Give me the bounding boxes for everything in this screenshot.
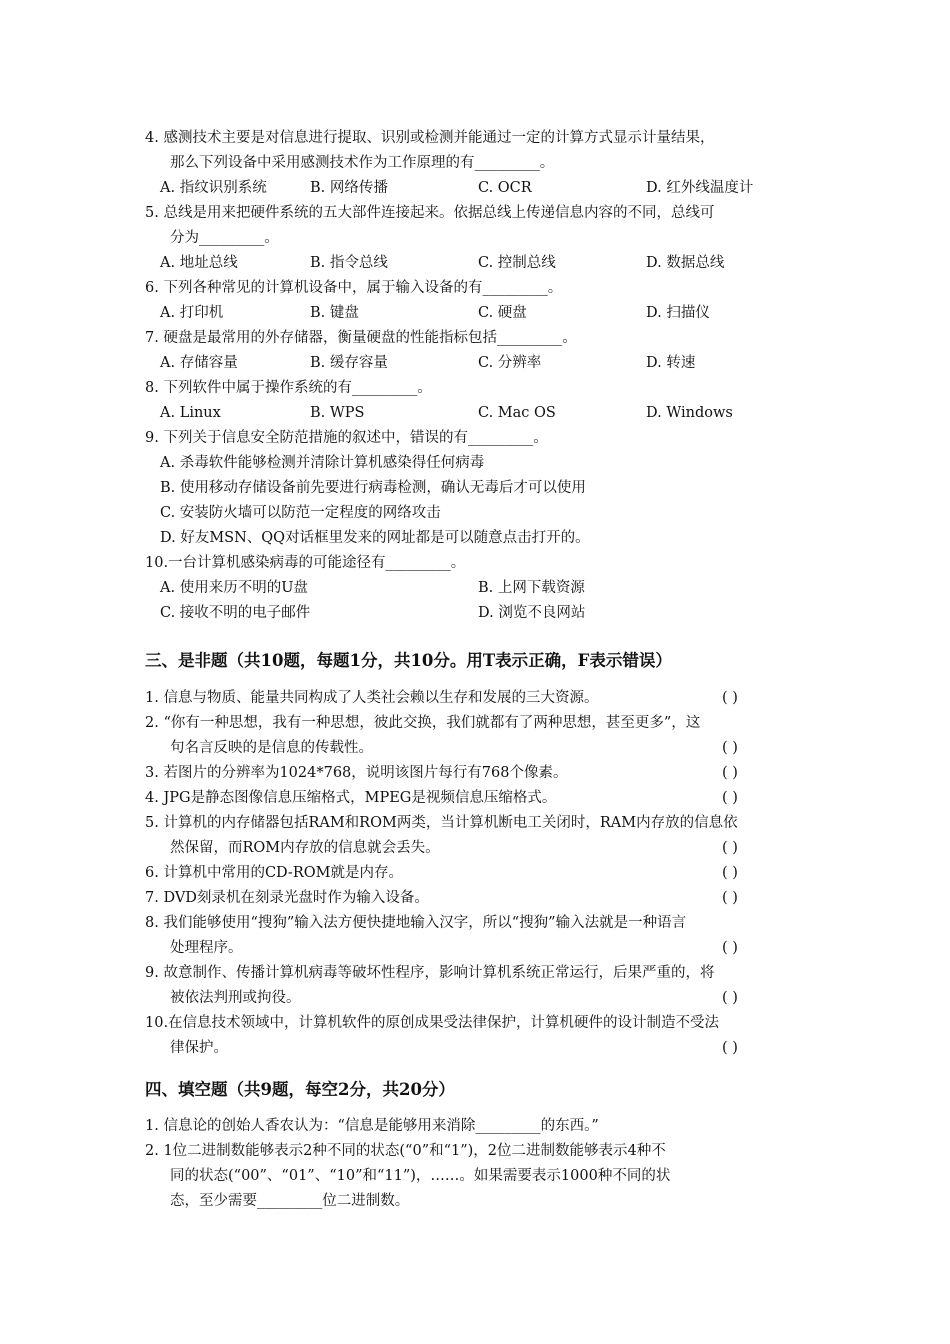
tf-question-9-line1: 9. 故意制作、传播计算机病毒等破坏性程序，影响计算机系统正常运行，后果严重的，将 [145,965,715,981]
question-4-option-b: B. 网络传播 [310,180,388,196]
question-9-line1: 9. 下列关于信息安全防范措施的叙述中，错误的有_________。 [145,430,548,446]
question-10-option-c: C. 接收不明的电子邮件 [160,605,311,621]
answer-blank[interactable]: ( ) [722,840,738,856]
question-4-option-d: D. 红外线温度计 [646,180,754,196]
question-6-option-b: B. 键盘 [310,305,359,321]
answer-blank[interactable]: ( ) [722,740,738,756]
fill-question-2-line2: 同的状态(“00”、“01”、“10”和“11”)，……。如果需要表示1000种不同的状 [170,1168,671,1184]
answer-blank[interactable]: ( ) [722,765,738,781]
question-10-line1: 10.一台计算机感染病毒的可能途径有_________。 [145,555,466,571]
answer-blank[interactable]: ( ) [722,940,738,956]
question-7-line1: 7. 硬盘是最常用的外存储器，衡量硬盘的性能指标包括_________。 [145,330,577,346]
question-8-option-a: A. Linux [160,405,221,421]
tf-question-8-line1: 8. 我们能够使用“搜狗”输入法方便快捷地输入汉字，所以“搜狗”输入法就是一种语言 [145,915,687,931]
question-6-line1: 6. 下列各种常见的计算机设备中，属于输入设备的有_________。 [145,280,563,296]
tf-question-5-line2: 然保留，而ROM内存放的信息就会丢失。 [170,840,440,856]
answer-blank[interactable]: ( ) [722,690,738,706]
tf-question-4: 4. JPG是静态图像信息压缩格式，MPEG是视频信息压缩格式。 [145,790,557,806]
tf-question-10-line2: 律保护。 [170,1040,228,1056]
fill-question-1: 1. 信息论的创始人香农认为：“信息是能够用来消除_________的东西。” [145,1118,599,1134]
question-10-option-a: A. 使用来历不明的U盘 [160,580,308,596]
question-5-option-c: C. 控制总线 [478,255,556,271]
question-10-option-d: D. 浏览不良网站 [478,605,586,621]
tf-question-7: 7. DVD刻录机在刻录光盘时作为输入设备。 [145,890,429,906]
tf-question-2-line2: 句名言反映的是信息的传载性。 [170,740,373,756]
tf-question-10-line1: 10.在信息技术领域中，计算机软件的原创成果受法律保护，计算机硬件的设计制造不受法 [145,1015,720,1031]
question-8-line1: 8. 下列软件中属于操作系统的有_________。 [145,380,432,396]
question-7-option-a: A. 存储容量 [160,355,238,371]
tf-question-5-line1: 5. 计算机的内存储器包括RAM和ROM两类，当计算机断电工关闭时，RAM内存放的信息依 [145,815,738,831]
question-9-option-c: C. 安装防火墙可以防范一定程度的网络攻击 [160,505,441,521]
answer-blank[interactable]: ( ) [722,990,738,1006]
question-4-option-a: A. 指纹识别系统 [160,180,267,196]
question-10-option-b: B. 上网下载资源 [478,580,585,596]
question-4-line2: 那么下列设备中采用感测技术作为工作原理的有_________。 [170,155,555,171]
question-8-option-c: C. Mac OS [478,405,556,421]
question-7-option-b: B. 缓存容量 [310,355,388,371]
tf-question-6: 6. 计算机中常用的CD-ROM就是内存。 [145,865,403,881]
fill-question-2-line1: 2. 1位二进制数能够表示2种不同的状态(“0”和“1”)，2位二进制数能够表示4种不 [145,1143,666,1159]
question-9-option-b: B. 使用移动存储设备前先要进行病毒检测，确认无毒后才可以使用 [160,480,586,496]
question-9-option-d: D. 好友MSN、QQ对话框里发来的网址都是可以随意点击打开的。 [160,530,590,546]
section-heading-fill-in: 四、填空题（共9题，每空2分，共20分） [145,1080,455,1099]
question-6-option-d: D. 扫描仪 [646,305,710,321]
question-8-option-d: D. Windows [646,405,733,421]
tf-question-8-line2: 处理程序。 [170,940,243,956]
tf-question-3: 3. 若图片的分辨率为1024*768，说明该图片每行有768个像素。 [145,765,568,781]
question-4-option-c: C. OCR [478,180,532,196]
question-6-option-a: A. 打印机 [160,305,224,321]
question-5-line2: 分为_________。 [170,230,279,246]
tf-question-1: 1. 信息与物质、能量共同构成了人类社会赖以生存和发展的三大资源。 [145,690,599,706]
section-heading-true-false: 三、是非题（共10题，每题1分，共10分。用T表示正确，F表示错误） [145,651,672,670]
question-9-option-a: A. 杀毒软件能够检测并清除计算机感染得任何病毒 [160,455,485,471]
answer-blank[interactable]: ( ) [722,1040,738,1056]
answer-blank[interactable]: ( ) [722,890,738,906]
question-5-option-a: A. 地址总线 [160,255,238,271]
answer-blank[interactable]: ( ) [722,790,738,806]
question-6-option-c: C. 硬盘 [478,305,527,321]
question-5-line1: 5. 总线是用来把硬件系统的五大部件连接起来。依据总线上传递信息内容的不同，总线可 [145,205,715,221]
question-4-line1: 4. 感测技术主要是对信息进行提取、识别或检测并能通过一定的计算方式显示计量结果， [145,130,715,146]
fill-question-2-line3: 态，至少需要_________位二进制数。 [170,1193,410,1209]
question-8-option-b: B. WPS [310,405,365,421]
question-7-option-c: C. 分辨率 [478,355,542,371]
tf-question-9-line2: 被依法判刑或拘役。 [170,990,301,1006]
tf-question-2-line1: 2. “你有一种思想，我有一种思想，彼此交换，我们就都有了两种思想，甚至更多”，这 [145,715,701,731]
question-7-option-d: D. 转速 [646,355,696,371]
question-5-option-b: B. 指令总线 [310,255,388,271]
answer-blank[interactable]: ( ) [722,865,738,881]
question-5-option-d: D. 数据总线 [646,255,725,271]
